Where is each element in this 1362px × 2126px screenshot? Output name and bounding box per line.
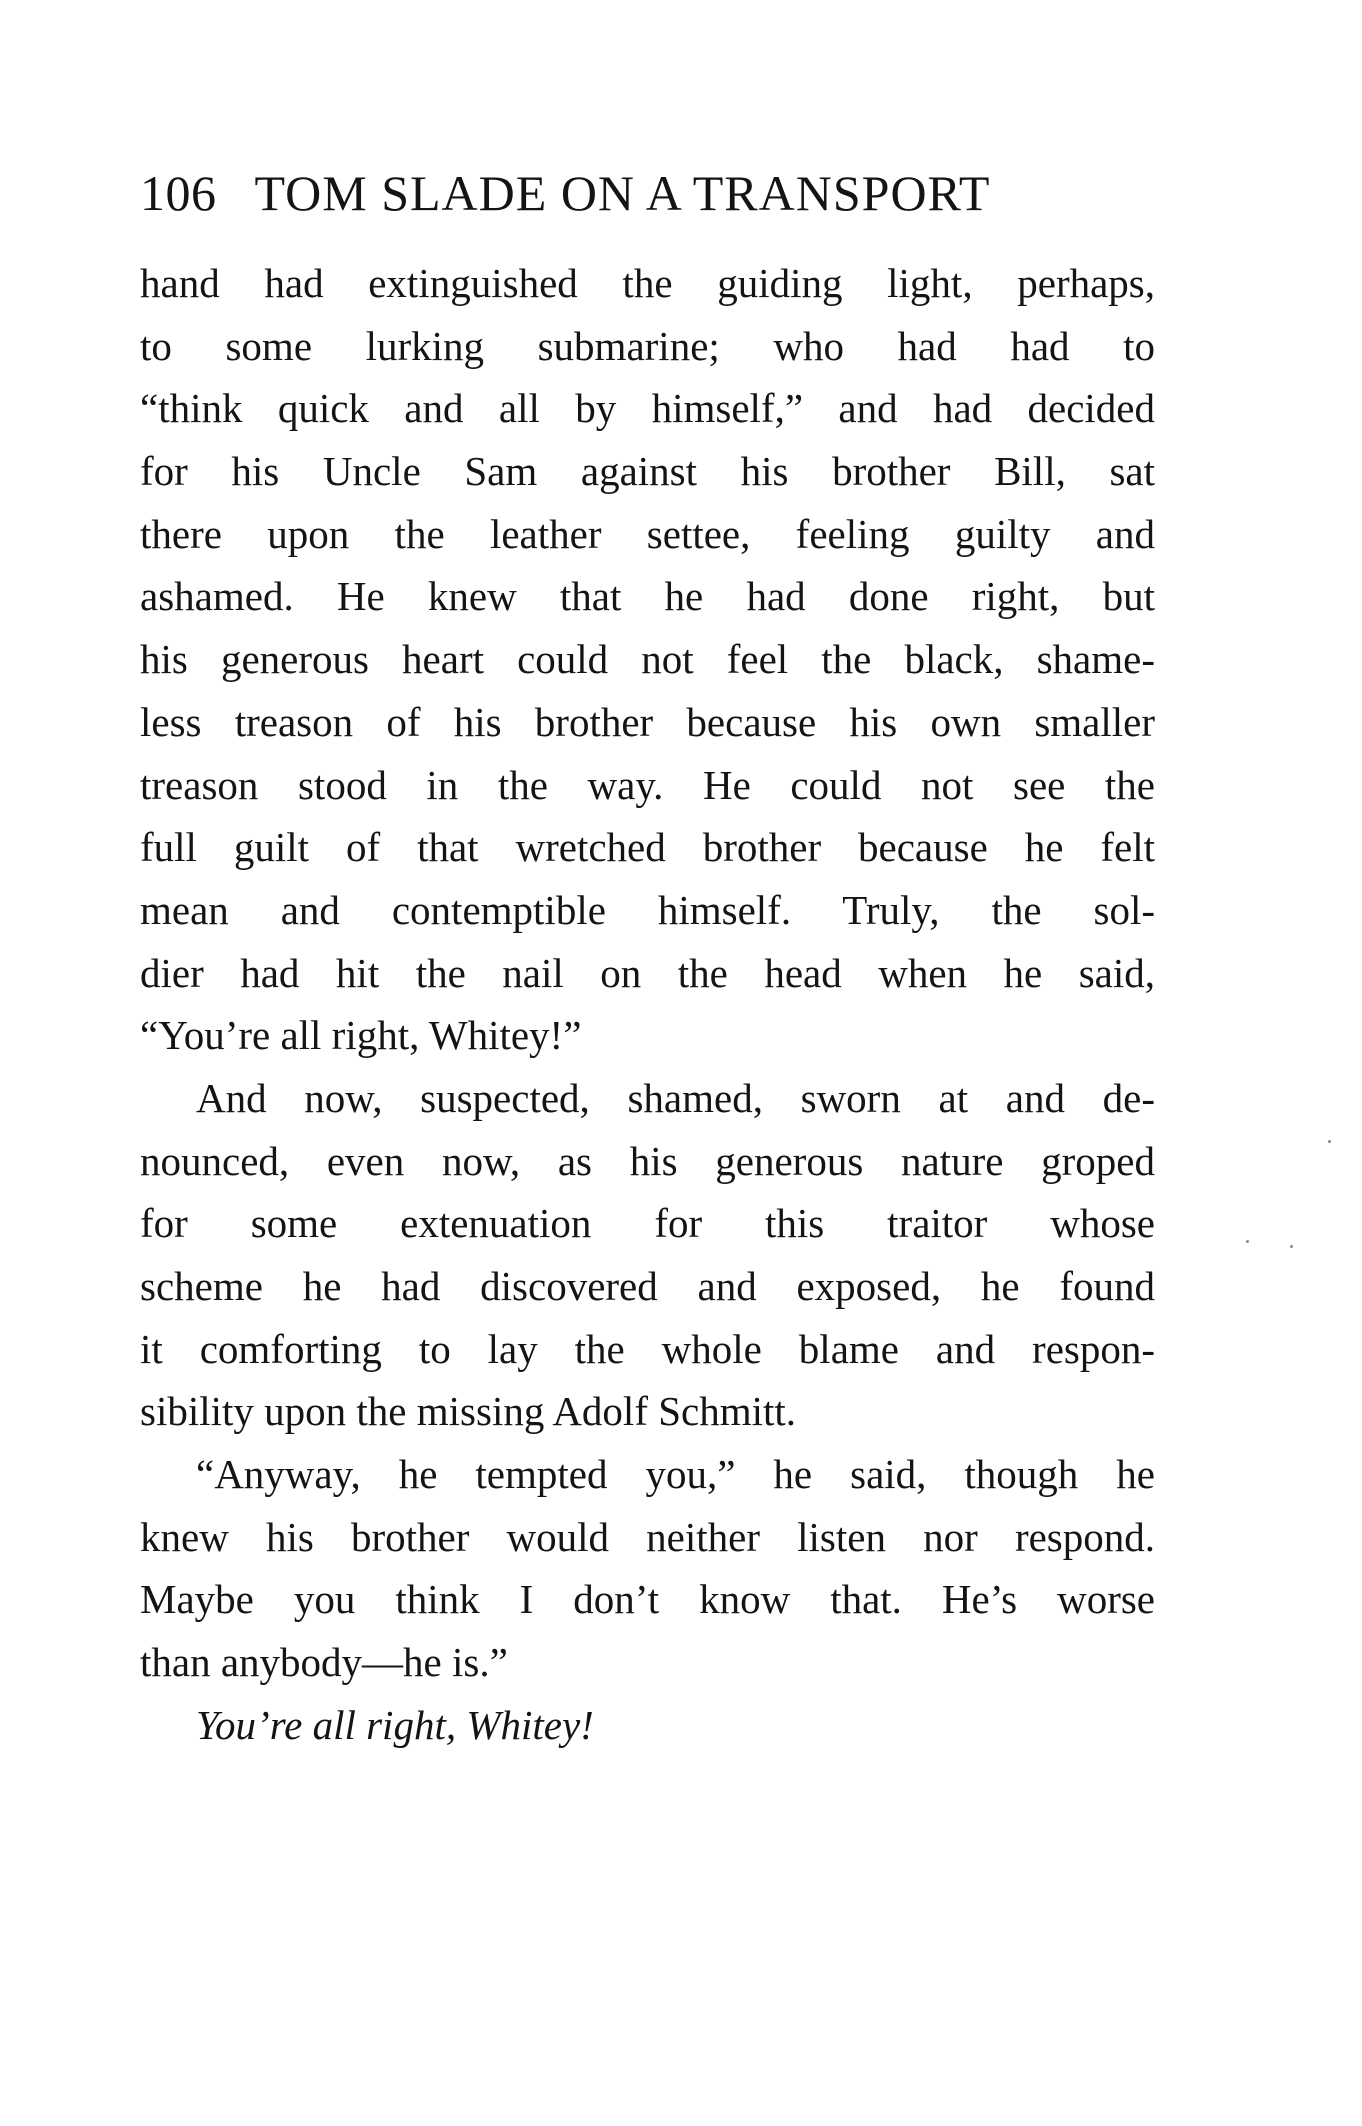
text-line: treason stood in the way. He could not see the <box>140 761 1155 808</box>
paper-speck <box>1328 1140 1331 1143</box>
paragraph-first-line: And now, suspected, shamed, sworn at and de- <box>196 1074 1155 1121</box>
text-line: scheme he had discovered and exposed, he found <box>140 1263 1155 1309</box>
italic-closing-line: You’re all right, Whitey! <box>196 1701 594 1748</box>
text-line: “think quick and all by himself,” and had decided <box>140 385 1155 432</box>
text-line: it comforting to lay the whole blame and respon- <box>140 1325 1155 1372</box>
text-line: sibility upon the missing Adolf Schmitt. <box>140 1388 797 1435</box>
text-line: there upon the leather settee, feeling guilty and <box>140 510 1155 557</box>
running-head <box>140 158 1155 228</box>
text-line: ashamed. He knew that he had done right, but <box>140 573 1155 620</box>
text-line: knew his brother would neither listen nor respond. <box>140 1513 1155 1560</box>
text-line: for some extenuation for this traitor whose <box>140 1200 1155 1247</box>
text-line: for his Uncle Sam against his brother Bill, sat <box>140 448 1155 495</box>
running-title: TOM SLADE ON A TRANSPORT <box>254 165 991 221</box>
text-line: Maybe you think I don’t know that. He’s worse <box>140 1576 1155 1623</box>
paragraph-first-line: “Anyway, he tempted you,” he said, though he <box>196 1451 1155 1498</box>
text-line: to some lurking submarine; who had had to <box>140 322 1155 369</box>
text-line: dier had hit the nail on the head when he said, <box>140 949 1155 996</box>
text-line: less treason of his brother because his own smaller <box>140 698 1155 745</box>
text-line: hand had extinguished the guiding light, perhaps, <box>140 260 1155 306</box>
paper-speck <box>1246 1240 1249 1243</box>
text-line: “You’re all right, Whitey!” <box>140 1012 582 1059</box>
paper-speck <box>1290 1245 1293 1248</box>
text-line: mean and contemptible himself. Truly, the sol- <box>140 886 1155 933</box>
text-line: his generous heart could not feel the black, shame- <box>140 636 1155 683</box>
text-line: than anybody—he is.” <box>140 1639 508 1686</box>
text-line: nounced, even now, as his generous nature groped <box>140 1137 1155 1184</box>
text-line: full guilt of that wretched brother because he felt <box>140 824 1155 871</box>
body-text <box>140 252 1155 1757</box>
page-number: 106 <box>140 165 217 221</box>
